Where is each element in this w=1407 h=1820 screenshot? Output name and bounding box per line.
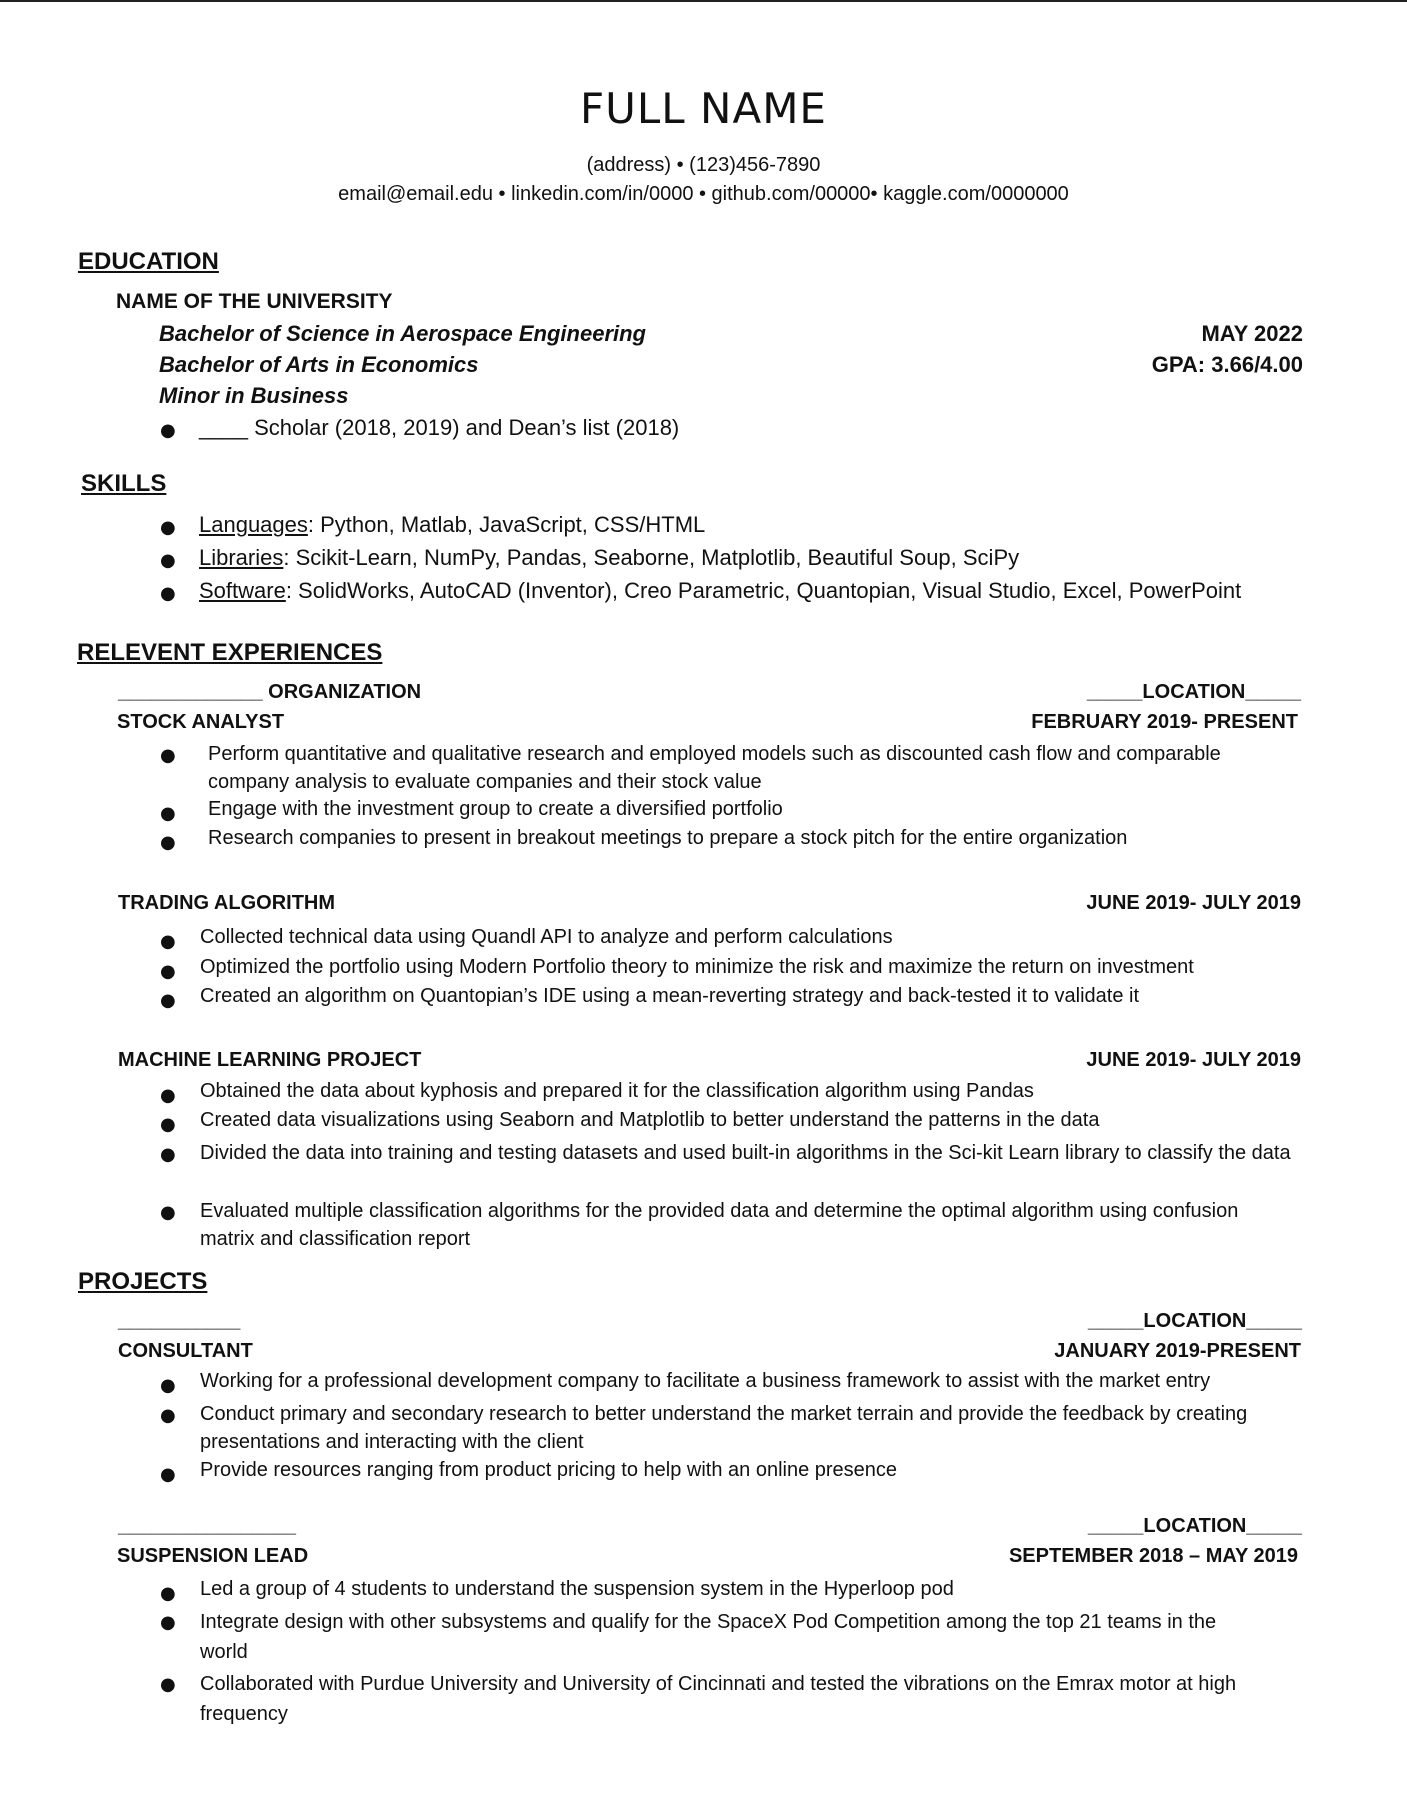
skill-text: : Python, Matlab, JavaScript, CSS/HTML xyxy=(307,512,706,537)
education-heading: EDUCATION xyxy=(78,248,219,275)
job-bullet: Divided the data into training and testing datasets and used built-in algorithms in the Sci-kit Learn library to classify the data xyxy=(200,1142,1291,1164)
project-location: _____LOCATION_____ xyxy=(1087,1310,1302,1332)
skill-languages xyxy=(199,512,705,538)
skill-label: Libraries xyxy=(199,545,284,570)
university-name: NAME OF THE UNIVERSITY xyxy=(116,290,393,313)
project-bullet: Integrate design with other subsystems and qualify for the SpaceX Pod Competition among the top 21 teams in the world xyxy=(200,1611,1217,1663)
project-date: SEPTEMBER 2018 – MAY 2019 xyxy=(1008,1545,1298,1567)
gpa: GPA: 3.66/4.00 xyxy=(1151,352,1303,377)
project-bullet: Conduct primary and secondary research to better understand the market terrain and provide the feedback by creating presentations and interacting with the client xyxy=(200,1403,1248,1453)
skill-label: Software xyxy=(199,578,286,603)
project-org-blank: ________________ xyxy=(118,1515,296,1537)
bullet: ● xyxy=(160,803,176,824)
bullet: ● xyxy=(160,1612,176,1633)
project-bullet: Working for a professional development company to facilitate a business framework to assist with the market entry xyxy=(200,1370,1211,1392)
project-bullet: Led a group of 4 students to understand the suspension system in the Hyperloop pod xyxy=(200,1578,954,1600)
bullet: ● xyxy=(160,931,176,952)
job-date: JUNE 2019- JULY 2019 xyxy=(1086,1049,1301,1071)
job-bullet: Created an algorithm on Quantopian’s IDE using a mean-reverting strategy and back-tested it to validate it xyxy=(200,985,1140,1007)
job-title-stock-analyst: STOCK ANALYST xyxy=(117,711,285,733)
job-title-machine-learning: MACHINE LEARNING PROJECT xyxy=(118,1049,422,1071)
bullet: ● xyxy=(160,832,176,853)
skill-software xyxy=(199,578,1241,604)
honor-blank: ____ xyxy=(199,415,248,440)
graduation-date: MAY 2022 xyxy=(1201,321,1303,346)
bullet: ● xyxy=(160,517,176,538)
degree-1: Bachelor of Science in Aerospace Engineering xyxy=(159,321,646,346)
skill-text: : Scikit-Learn, NumPy, Pandas, Seaborne, Matplotlib, Beautiful Soup, SciPy xyxy=(283,545,1020,570)
organization-line: _____________ ORGANIZATION xyxy=(118,681,422,703)
bullet: ● xyxy=(160,961,176,982)
project-bullet: Provide resources ranging from product pricing to help with an online presence xyxy=(200,1459,898,1481)
job-bullet: Engage with the investment group to create a diversified portfolio xyxy=(208,798,783,820)
skills-heading: SKILLS xyxy=(81,470,167,497)
job-date: FEBRUARY 2019- PRESENT xyxy=(1031,711,1298,733)
skill-text: : SolidWorks, AutoCAD (Inventor), Creo Parametric, Quantopian, Visual Studio, Excel, PowerPoint xyxy=(285,578,1242,603)
bullet: ● xyxy=(160,1085,176,1106)
bullet: ● xyxy=(160,1583,176,1604)
job-title-trading-algorithm: TRADING ALGORITHM xyxy=(118,892,336,914)
full-name: FULL NAME xyxy=(580,84,827,133)
minor: Minor in Business xyxy=(159,383,349,408)
project-title-suspension-lead: SUSPENSION LEAD xyxy=(117,1545,309,1567)
location-line: _____LOCATION_____ xyxy=(1086,681,1301,703)
degree-2: Bachelor of Arts in Economics xyxy=(159,352,479,377)
job-date: JUNE 2019- JULY 2019 xyxy=(1086,892,1301,914)
bullet: ● xyxy=(160,1144,176,1165)
project-bullet: Collaborated with Purdue University and University of Cincinnati and tested the vibrations on the Emrax motor at high frequency xyxy=(200,1673,1237,1725)
experiences-heading: RELEVENT EXPERIENCES xyxy=(77,639,383,666)
honor-item xyxy=(199,415,679,441)
bullet: ● xyxy=(160,1375,176,1396)
bullet: ● xyxy=(160,745,176,766)
project-org-blank: ___________ xyxy=(118,1310,241,1332)
bullet: ● xyxy=(160,1202,176,1223)
project-location: _____LOCATION_____ xyxy=(1087,1515,1302,1537)
project-date: JANUARY 2019-PRESENT xyxy=(1054,1340,1301,1362)
bullet: ● xyxy=(160,583,176,604)
bullet: ● xyxy=(160,550,176,571)
job-bullet: Perform quantitative and qualitative research and employed models such as discounted cash flow and comparable company analysis to evaluate companies and their stock value xyxy=(208,743,1221,793)
job-bullet: Optimized the portfolio using Modern Portfolio theory to minimize the risk and maximize the return on investment xyxy=(200,956,1194,978)
job-bullet: Created data visualizations using Seaborn and Matplotlib to better understand the patterns in the data xyxy=(200,1109,1100,1131)
skill-libraries xyxy=(199,545,1019,571)
bullet: ● xyxy=(160,1464,176,1485)
bullet: ● xyxy=(160,1114,176,1135)
honor-text: Scholar (2018, 2019) and Dean’s list (2018) xyxy=(247,415,680,440)
bullet: ● xyxy=(160,1674,176,1695)
bullet: ● xyxy=(160,1405,176,1426)
skill-label: Languages xyxy=(199,512,308,537)
project-title-consultant: CONSULTANT xyxy=(118,1340,253,1362)
job-bullet: Collected technical data using Quandl API to analyze and perform calculations xyxy=(200,926,893,948)
contact-line-address: (address) • (123)456-7890 xyxy=(586,154,821,176)
bullet: ● xyxy=(160,990,176,1011)
job-bullet: Obtained the data about kyphosis and prepared it for the classification algorithm using Pandas xyxy=(200,1080,1034,1102)
job-bullet: Evaluated multiple classification algorithms for the provided data and determine the optimal algorithm using confusion matrix and classification report xyxy=(200,1200,1239,1250)
bullet: ● xyxy=(160,420,176,441)
projects-heading: PROJECTS xyxy=(78,1268,208,1295)
job-bullet: Research companies to present in breakout meetings to prepare a stock pitch for the entire organization xyxy=(208,827,1128,849)
contact-line-links: email@email.edu • linkedin.com/in/0000 • github.com/00000• kaggle.com/0000000 xyxy=(338,183,1069,205)
